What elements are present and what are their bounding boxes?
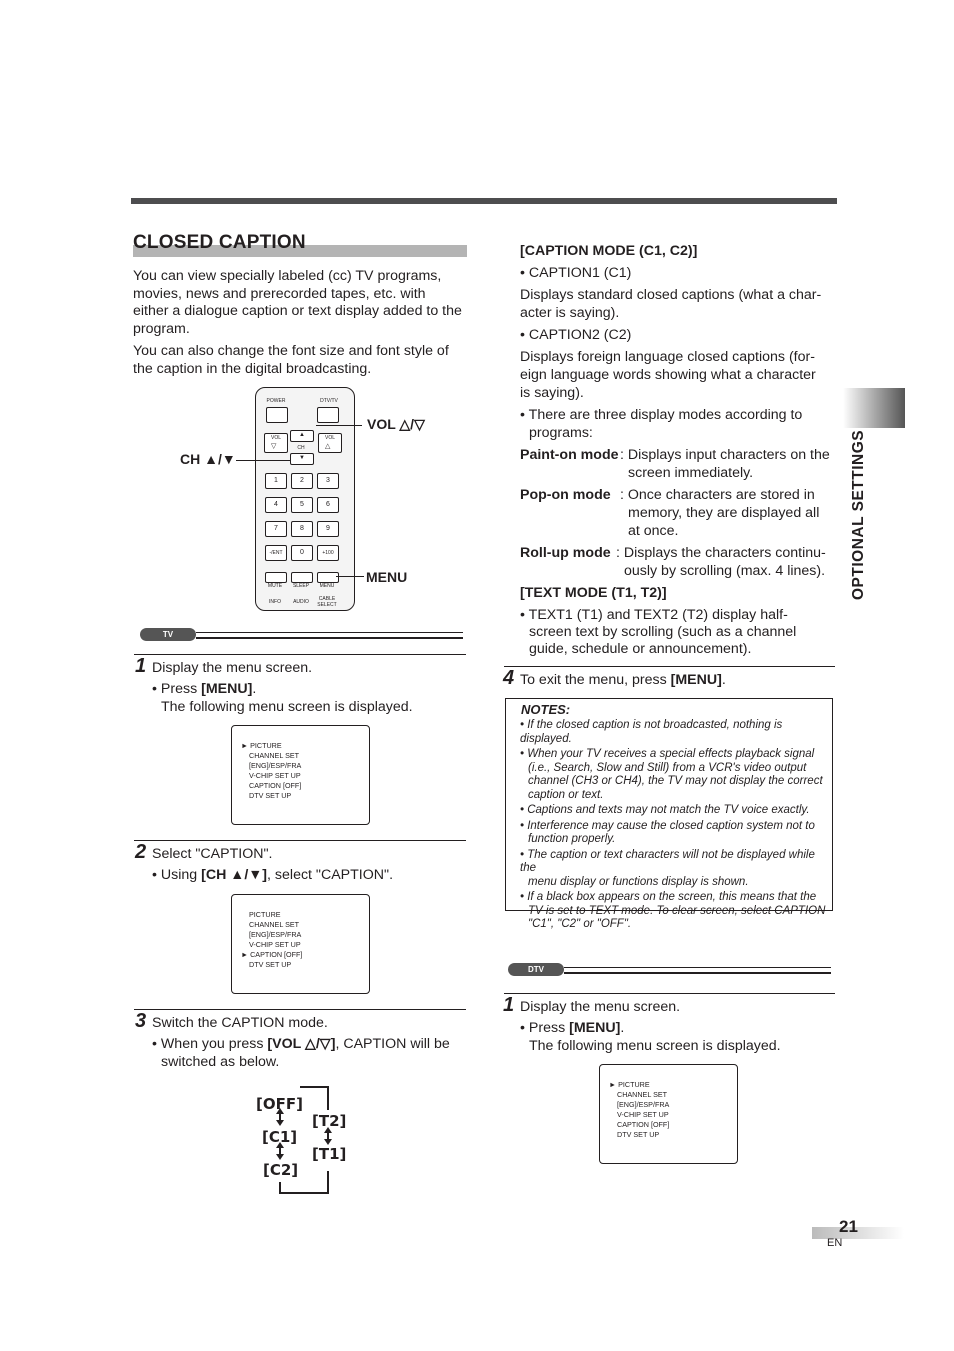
menu-item: CHANNEL SET [249, 751, 300, 760]
note-item [520, 849, 830, 890]
mute-label: MUTE [267, 583, 283, 589]
menu-key-text: [MENU] [569, 1020, 621, 1036]
note-item [520, 804, 830, 818]
arrow-down-icon: ▼ [299, 455, 305, 461]
tv-header-rule [196, 632, 463, 639]
note-line: function properly. [528, 833, 616, 845]
note-line: "C1", "C2" or "OFF". [528, 918, 632, 930]
step-3-title: Switch the CAPTION mode. [152, 1015, 328, 1031]
menu-item: V-CHIP SET UP [617, 1110, 669, 1119]
ch-key-text: [CH ▲/▼] [201, 867, 268, 883]
ch-callout: CH ▲/▼ [180, 451, 236, 467]
step-1-instruction [152, 681, 256, 699]
menu-item: ► CAPTION [OFF] [241, 950, 303, 959]
step-number-2: 2 [135, 841, 147, 863]
ch-down-button[interactable] [290, 453, 314, 465]
menu-screen-2 [231, 894, 370, 994]
note-item [520, 820, 830, 847]
triangle-up-icon: △ [325, 443, 331, 450]
step-1-following: The following menu screen is displayed. [161, 699, 413, 715]
notes-heading: NOTES: [521, 702, 571, 717]
note-line: channel (CH3 or CH4), the TV may not display the correct [528, 775, 823, 787]
step-4-text [520, 672, 726, 690]
dtv-tv-button[interactable] [317, 407, 339, 423]
step-divider [134, 840, 466, 841]
key-1[interactable]: 1 [265, 473, 287, 489]
menu-list-1 [241, 741, 301, 801]
power-label: POWER [266, 398, 286, 404]
sleep-label: SLEEP [292, 583, 310, 589]
vol-callout: VOL △/▽ [367, 416, 425, 432]
using-text: • Using [152, 867, 202, 883]
menu-screen-3 [599, 1064, 738, 1164]
menu-item: DTV SET UP [249, 791, 292, 800]
vol-label-right: VOL [324, 435, 335, 441]
cycle-c2: [C2] [263, 1161, 299, 1179]
menu-item: [ENG]/ESP/FRA [617, 1100, 670, 1109]
cycle-t1: [T1] [312, 1145, 347, 1163]
menu-list-3 [609, 1080, 669, 1140]
period-text: . [721, 672, 726, 688]
caption2-desc-3: is saying). [520, 385, 584, 401]
cable-select-label: CABLE SELECT [317, 596, 337, 608]
key-plus100[interactable]: +100 [317, 545, 339, 561]
step-divider [504, 993, 835, 994]
menu-item: V-CHIP SET UP [249, 940, 301, 949]
press-text: • Press [152, 681, 202, 697]
step-number-4: 4 [503, 667, 515, 689]
painton-desc-2: screen immediately. [628, 465, 754, 481]
note-line: • If the closed caption is not broadcasted, nothing is displayed. [520, 719, 783, 745]
note-item [520, 891, 830, 932]
key-8[interactable]: 8 [291, 521, 313, 537]
when-press-text: • When you press [152, 1036, 268, 1052]
dtv-tv-label: DTV/TV [320, 398, 338, 404]
menu-key-text: [MENU] [670, 672, 722, 688]
text-desc-2: screen text by scrolling (such as a channel [529, 624, 797, 640]
cycle-off: [OFF] [256, 1095, 303, 1113]
menu-item: CAPTION [OFF] [249, 781, 302, 790]
step-number-1: 1 [135, 655, 147, 677]
note-item [520, 748, 830, 802]
language-code: EN [827, 1237, 843, 1249]
menu-item: V-CHIP SET UP [249, 771, 301, 780]
modes-intro-2: programs: [529, 425, 593, 441]
dtv-step-number-1: 1 [503, 994, 515, 1016]
menu-item: PICTURE [249, 910, 281, 919]
top-rule [131, 198, 837, 204]
note-item [520, 719, 830, 746]
menu-item: CHANNEL SET [617, 1090, 668, 1099]
caption1-desc-2: acter is saying). [520, 305, 620, 321]
step-3-line2: switched as below. [161, 1054, 280, 1070]
key-0[interactable]: 0 [291, 545, 313, 561]
key-4[interactable]: 4 [265, 497, 287, 513]
menu-item: ► PICTURE [609, 1080, 650, 1089]
menu-label: MENU [319, 583, 335, 589]
key-ent[interactable]: -/ENT [265, 545, 287, 561]
menu-callout: MENU [366, 569, 408, 585]
rollup-label: Roll-up mode [520, 545, 611, 561]
sleep-button[interactable] [291, 572, 313, 583]
menu-list-2 [241, 910, 302, 970]
dtv-badge: DTV [508, 963, 564, 976]
caption-mode-heading: [CAPTION MODE (C1, C2)] [520, 243, 698, 259]
intro-paragraph-2: You can also change the font size and font style of the caption in the digital broadcasting. [133, 343, 449, 377]
note-line: • When your TV receives a special effects playback signal [520, 748, 815, 760]
notes-list [520, 719, 830, 932]
vol-label-left: VOL [270, 435, 281, 441]
rollup-desc-2: ously by scrolling (max. 4 lines). [624, 563, 826, 579]
note-line: • Captions and texts may not match the TV voice exactly. [520, 804, 810, 816]
caption2-desc-1: Displays foreign language closed captions (for- [520, 349, 815, 365]
ch-callout-line [236, 460, 290, 461]
note-line: TV is set to TEXT mode. To clear screen, select CAPTION [528, 904, 826, 917]
step-3-instruction [152, 1036, 450, 1054]
side-tab-band [843, 388, 905, 428]
note-line: caption or text. [528, 788, 604, 801]
audio-label: AUDIO [293, 599, 309, 605]
notes-box [505, 698, 833, 930]
text-desc-1: • TEXT1 (T1) and TEXT2 (T2) display half- [520, 607, 788, 623]
rollup-desc-1: : Displays the characters continu- [616, 545, 826, 561]
note-line: menu display or functions display is shown. [528, 875, 749, 888]
vol-down-button[interactable] [264, 433, 288, 453]
key-3[interactable]: 3 [317, 473, 339, 489]
popon-desc-3: at once. [628, 523, 679, 539]
page-title: CLOSED CAPTION [133, 232, 306, 253]
step-divider [134, 654, 466, 655]
key-9[interactable]: 9 [317, 521, 339, 537]
menu-item: CAPTION [OFF] [617, 1120, 670, 1129]
page-number: 21 [839, 1217, 858, 1236]
remote-control [255, 387, 355, 611]
text-desc-3: guide, schedule or announcement). [529, 641, 752, 657]
caption1-desc-1: Displays standard closed captions (what a char- [520, 287, 822, 303]
caption2-desc-2: eign language words showing what a character [520, 367, 816, 383]
ch-up-button[interactable] [290, 430, 314, 442]
dtv-header-rule [564, 967, 831, 974]
tv-badge: TV [140, 628, 196, 641]
select-caption-text: , select "CAPTION". [267, 867, 394, 883]
page-number-band [812, 1227, 904, 1239]
mute-button[interactable] [265, 572, 287, 583]
note-line: • The caption or text characters will not be displayed while the [520, 848, 815, 874]
period-text: . [620, 1020, 625, 1036]
exit-menu-text: To exit the menu, press [520, 672, 671, 688]
note-line: (i.e., Search, Slow and Still) from a VCR's video output [528, 761, 807, 774]
key-7[interactable]: 7 [265, 521, 287, 537]
caption1-item: • CAPTION1 (C1) [520, 265, 632, 281]
key-5[interactable]: 5 [291, 497, 313, 513]
arrow-up-icon: ▲ [299, 432, 305, 438]
menu-item: DTV SET UP [617, 1130, 660, 1139]
menu-callout-line [336, 576, 364, 577]
power-button[interactable] [266, 407, 288, 423]
step-divider [134, 1009, 466, 1010]
menu-button[interactable] [317, 572, 339, 583]
menu-item: [ENG]/ESP/FRA [249, 761, 302, 770]
step-2-title: Select "CAPTION". [152, 846, 273, 862]
menu-key-text: [MENU] [201, 681, 253, 697]
triangle-down-icon: ▽ [271, 443, 277, 450]
modes-intro-1: • There are three display modes according to [520, 407, 803, 423]
step-number-3: 3 [135, 1010, 147, 1032]
caption2-item: • CAPTION2 (C2) [520, 327, 632, 343]
popon-desc-1: : Once characters are stored in [620, 487, 815, 503]
painton-label: Paint-on mode [520, 447, 619, 463]
cycle-c1: [C1] [262, 1128, 298, 1146]
info-label: INFO [269, 599, 281, 605]
ch-label: CH [297, 445, 305, 451]
period-text: . [252, 681, 257, 697]
intro-paragraph-1: You can view specially labeled (cc) TV programs, movies, news and prerecorded tapes, etc. with either a dialogue caption or text display added to the program. [133, 268, 462, 337]
painton-desc-1: : Displays input characters on the [620, 447, 830, 463]
cycle-t2: [T2] [312, 1112, 347, 1130]
menu-item: [ENG]/ESP/FRA [249, 930, 302, 939]
vol-key-text: [VOL △/▽] [267, 1036, 336, 1052]
menu-item: CHANNEL SET [249, 920, 300, 929]
menu-item: ► PICTURE [241, 741, 282, 750]
menu-screen-1 [231, 725, 370, 825]
menu-item: DTV SET UP [249, 960, 292, 969]
step-1-title: Display the menu screen. [152, 660, 313, 676]
side-section-label: OPTIONAL SETTINGS [850, 429, 867, 600]
step-2-instruction [152, 867, 393, 885]
key-2[interactable]: 2 [291, 473, 313, 489]
vol-up-button[interactable] [318, 433, 342, 453]
step-divider [504, 666, 835, 667]
caption-switch-text: , CAPTION will be [335, 1036, 450, 1052]
key-6[interactable]: 6 [317, 497, 339, 513]
dtv-step-1-title: Display the menu screen. [520, 999, 681, 1015]
dtv-step-1-following: The following menu screen is displayed. [529, 1038, 781, 1054]
press-text: • Press [520, 1020, 570, 1036]
note-line: • If a black box appears on the screen, this means that the [520, 891, 817, 903]
dtv-step-1-instruction [520, 1020, 624, 1038]
vol-callout-line [316, 425, 362, 426]
text-mode-heading: [TEXT MODE (T1, T2)] [520, 585, 667, 601]
note-line: • Interference may cause the closed caption system not to [520, 819, 815, 832]
popon-label: Pop-on mode [520, 487, 611, 503]
popon-desc-2: memory, they are displayed all [628, 505, 820, 521]
